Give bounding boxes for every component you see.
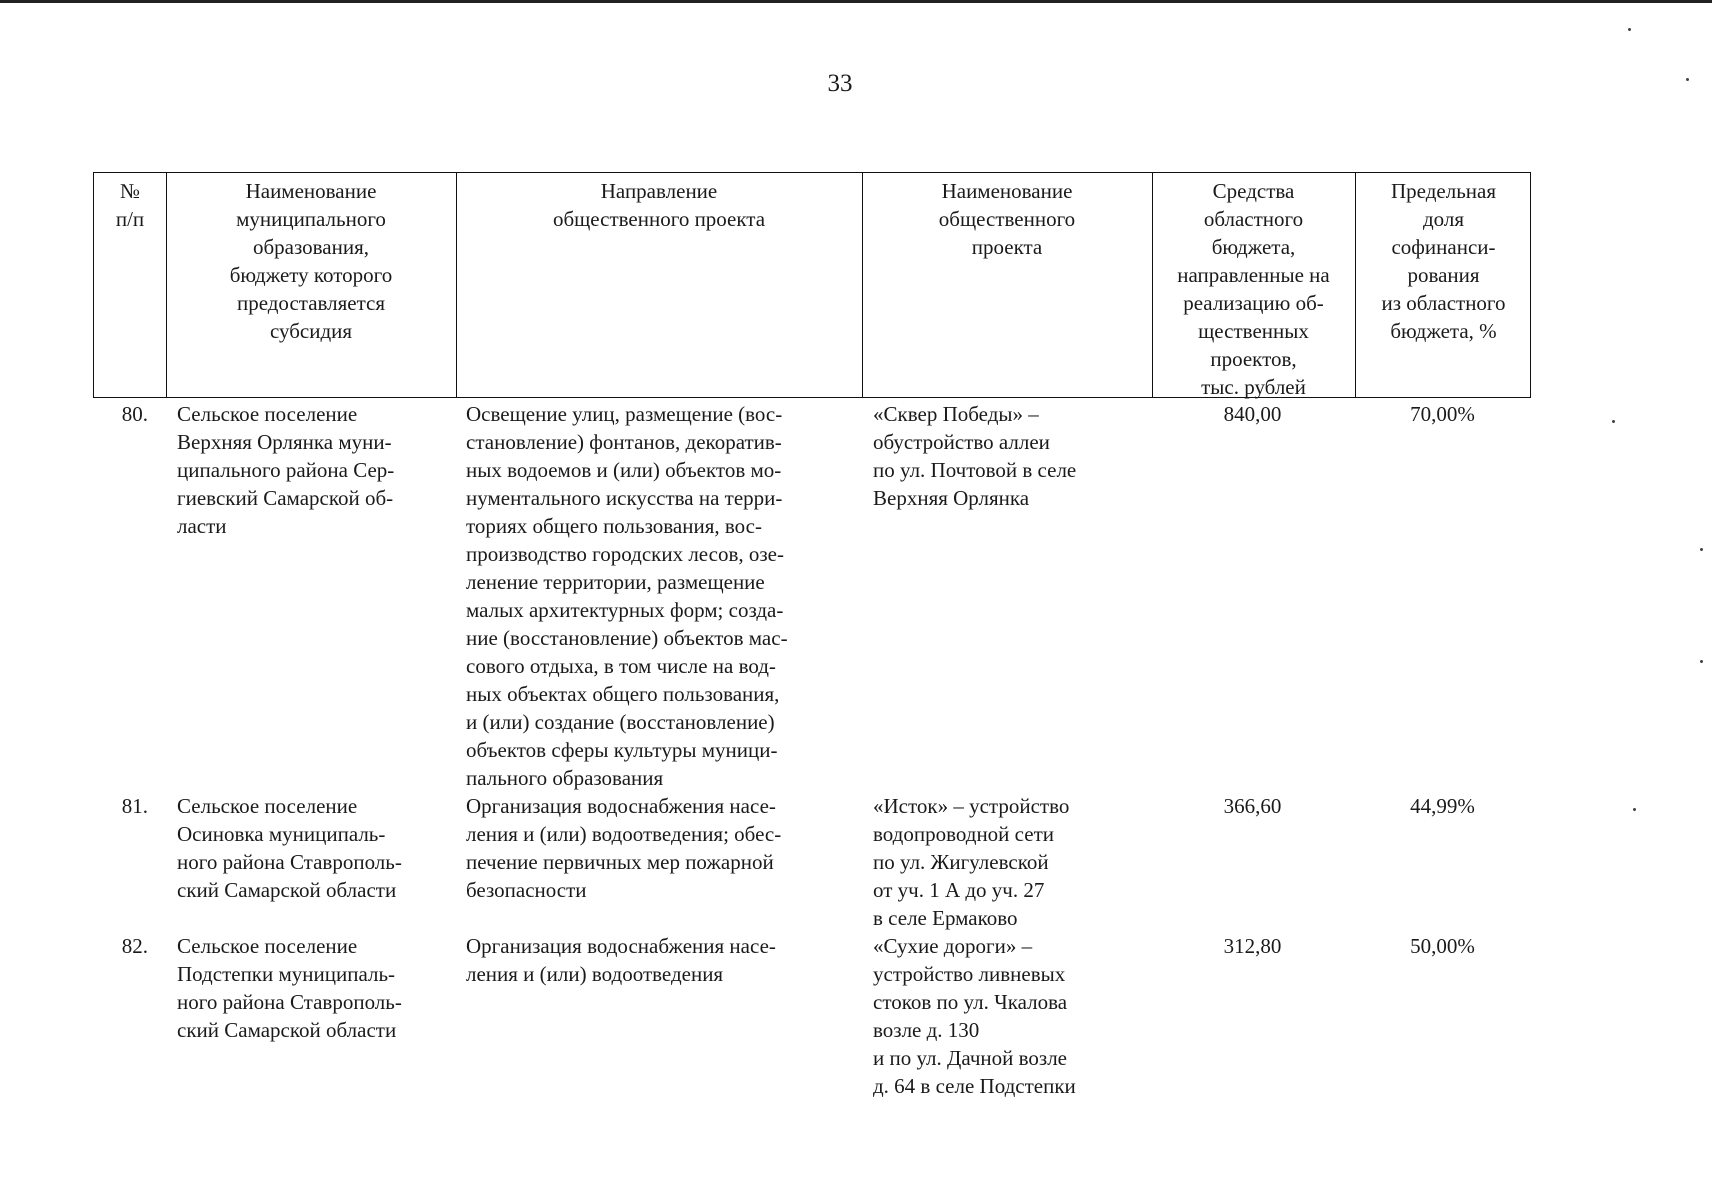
header-number: № п/п [115,179,145,231]
row-81-direction: Организация водоснабжения насе- ления и (или) водоотведения; обес- печение первичных мер пожарной безопасности [466,794,782,902]
row-81-funds: 366,60 [1223,794,1282,818]
row-82-funds: 312,80 [1223,934,1282,958]
row-82-municipality: Сельское поселение Подстепки муниципаль- ного района Ставрополь- ский Самарской области [177,934,402,1042]
page-number: 33 [827,70,853,97]
header-project: Наименование общественного проекта [938,179,1076,259]
row-80-share: 70,00% [1410,402,1475,426]
header-share: Предельная доля софинанси- рования из областного бюджета, % [1381,179,1506,343]
row-81-project: «Исток» – устройство водопроводной сети по ул. Жигулевской от уч. 1 А до уч. 27 в селе Ермаково [873,794,1070,930]
row-81-municipality: Сельское поселение Осиновка муниципаль- ного района Ставрополь- ский Самарской области [177,794,402,902]
header-funds: Средства областного бюджета, направленные на реализацию об- щественных проектов, тыс. рублей [1177,179,1330,399]
row-80-direction: Освещение улиц, размещение (вос- становление) фонтанов, декоратив- ных водоемов и (или) объектов мо- нументального искусства на терри- ториях общего пользования, вос- производство городских лесов, озе- ленение территории, размещение малых архитектурных форм; созда- ние (восстановление) объектов мас- сового отдыха, в том числе на вод- ных объектах общего пользования, и (или) создание (восстановление) объектов сферы культуры муници- пального образования [466,402,788,790]
header-municipality: Наименование муниципального образования, бюджету которого предоставляется субсидия [229,179,393,343]
row-82-share: 50,00% [1410,934,1475,958]
row-80-municipality: Сельское поселение Верхняя Орлянка муни- ципального района Сер- гиевский Самарской об- ласти [177,402,395,538]
row-80-number: 80. [121,402,148,426]
scan-speck [1700,548,1703,551]
table-header [93,172,1531,398]
row-80-project: «Сквер Победы» – обустройство аллеи по ул. Почтовой в селе Верхняя Орлянка [873,402,1077,510]
scan-top-edge [0,0,1712,3]
row-80-funds: 840,00 [1223,402,1282,426]
scan-speck [1700,660,1703,663]
row-82-direction: Организация водоснабжения насе- ления и (или) водоотведения [466,934,776,986]
scan-speck [1633,808,1636,811]
scan-speck [1628,28,1631,31]
scan-speck [1686,78,1689,81]
row-81-number: 81. [121,794,148,818]
row-82-project: «Сухие дороги» – устройство ливневых стоков по ул. Чкалова возле д. 130 и по ул. Дачной возле д. 64 в селе Подстепки [873,934,1076,1098]
scan-speck [1612,420,1615,423]
header-direction: Направление общественного проекта [552,179,766,231]
row-82-number: 82. [121,934,148,958]
row-81-share: 44,99% [1410,794,1475,818]
